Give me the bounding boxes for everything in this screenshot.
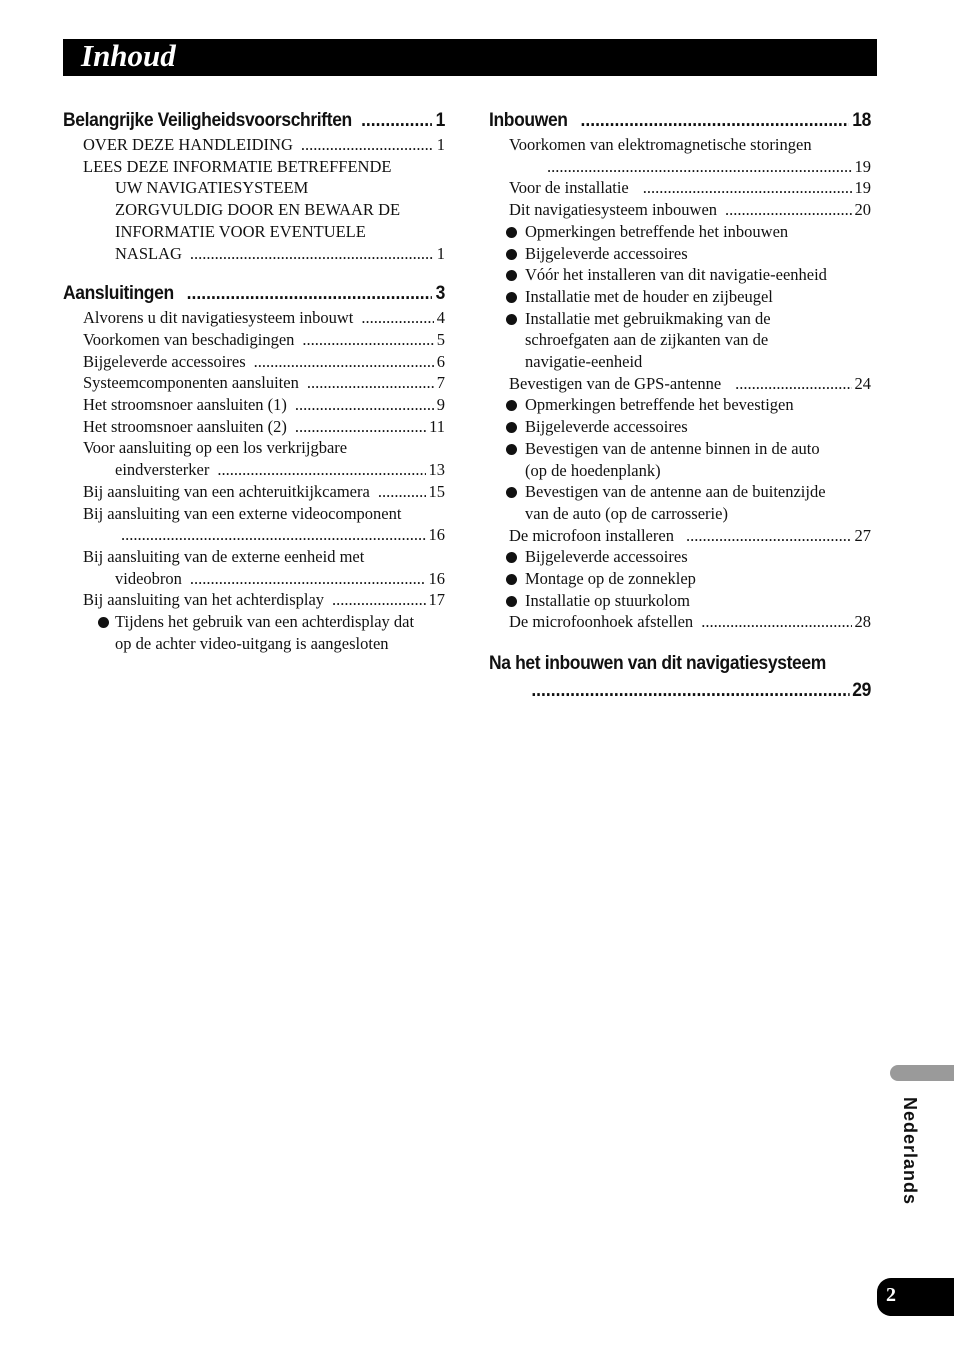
entry-text: Bijgeleverde accessoires <box>525 417 688 437</box>
section-heading-text: Aansluitingen <box>63 283 174 305</box>
bullet-icon <box>506 292 517 303</box>
bullet-icon <box>506 270 517 281</box>
entry-page: 27 <box>854 525 871 545</box>
dot-leader <box>378 481 426 503</box>
entry-page: 24 <box>854 373 871 393</box>
dot-leader <box>701 611 851 633</box>
toc-subentry[interactable] <box>489 546 871 568</box>
entry-text: Installatie met de houder en zijbeugel <box>525 286 773 306</box>
toc-entry[interactable] <box>63 416 445 438</box>
toc-entry[interactable] <box>489 525 871 547</box>
toc-subentry[interactable] <box>63 611 445 654</box>
entry-text: Bij aansluiting van de externe eenheid met <box>83 546 365 566</box>
entry-text: LEES DEZE INFORMATIE BETREFFENDE <box>83 156 392 176</box>
entry-text-cont: eindversterker <box>115 460 210 480</box>
entry-text: Installatie op stuurkolom <box>525 590 690 610</box>
entry-text: Installatie met gebruikmaking van de <box>525 308 771 328</box>
toc-right-column <box>489 108 871 721</box>
entry-text: Het stroomsnoer aansluiten (2) <box>83 416 287 436</box>
entry-page: 28 <box>854 612 871 632</box>
entry-page: 16 <box>428 568 445 588</box>
toc-subentry[interactable] <box>489 568 871 590</box>
entry-page: 15 <box>428 481 445 501</box>
entry-text: Dit navigatiesysteem inbouwen <box>509 200 718 220</box>
entry-text-cont: van de auto (op de carrosserie) <box>525 503 728 523</box>
toc-subentry[interactable] <box>489 394 871 416</box>
entry-page: 7 <box>436 373 445 393</box>
entry-page: 6 <box>436 351 445 371</box>
section-heading-page: 1 <box>435 110 446 131</box>
entry-page: 20 <box>854 200 871 220</box>
bullet-icon <box>506 487 517 498</box>
entry-text: Bij aansluiting van een externe videocomponent <box>83 503 402 523</box>
entry-text-cont: op de achter video-uitgang is aangesloten <box>115 633 389 653</box>
bullet-icon <box>506 227 517 238</box>
toc-entry[interactable] <box>63 156 445 265</box>
entry-page: 5 <box>436 329 445 349</box>
entry-text-cont: navigatie-eenheid <box>525 352 643 372</box>
bullet-icon <box>506 422 517 433</box>
language-tab-marker <box>890 1065 954 1081</box>
dot-leader <box>121 524 426 546</box>
dot-leader <box>254 351 434 373</box>
entry-page: 9 <box>436 395 445 415</box>
dot-leader <box>302 329 433 351</box>
entry-text: Bijgeleverde accessoires <box>83 351 246 371</box>
section-heading[interactable] <box>63 108 445 134</box>
toc-section <box>489 108 871 633</box>
entry-text: Voor de installatie <box>509 178 629 198</box>
dot-leader <box>547 156 852 178</box>
section-heading[interactable] <box>489 650 871 704</box>
toc-entry[interactable] <box>63 307 445 329</box>
entry-text: Opmerkingen betreffende het bevestigen <box>525 395 794 415</box>
title-bar <box>63 39 877 76</box>
toc-entry[interactable] <box>63 351 445 373</box>
toc-entry[interactable] <box>63 481 445 503</box>
dot-leader <box>725 199 851 221</box>
entry-text-cont: INFORMATIE VOOR EVENTUELE <box>115 221 366 241</box>
toc-entry[interactable] <box>63 503 445 546</box>
entry-page: 1 <box>436 243 445 263</box>
toc-entry[interactable] <box>489 199 871 221</box>
toc-section <box>63 281 445 654</box>
entry-text: Vóór het installeren van dit navigatie-eenheid <box>525 265 827 285</box>
toc-entry[interactable] <box>63 394 445 416</box>
entry-text: Opmerkingen betreffende het inbouwen <box>525 221 789 241</box>
toc-entry[interactable] <box>63 546 445 589</box>
dot-leader <box>190 568 426 590</box>
bullet-icon <box>506 249 517 260</box>
entry-text: Bevestigen van de GPS-antenne <box>509 373 722 393</box>
entry-text: De microfoon installeren <box>509 525 674 545</box>
page-number-tab <box>877 1278 954 1316</box>
dot-leader <box>735 373 851 395</box>
toc-left-column <box>63 108 445 671</box>
dot-leader <box>295 416 426 438</box>
toc-entry[interactable] <box>489 373 871 395</box>
dot-leader <box>332 589 425 611</box>
entry-text-cont: ZORGVULDIG DOOR EN BEWAAR DE <box>115 200 401 220</box>
toc-entry[interactable] <box>63 329 445 351</box>
entry-page: 19 <box>854 156 871 176</box>
section-heading-text: Inbouwen <box>489 110 568 131</box>
dot-leader <box>361 108 432 134</box>
toc-subentry[interactable] <box>489 286 871 308</box>
toc-subentry[interactable] <box>489 308 871 373</box>
entry-page: 19 <box>854 178 871 198</box>
entry-text: De microfoonhoek afstellen <box>509 612 694 632</box>
toc-subentry[interactable] <box>489 481 871 524</box>
entry-text: Systeemcomponenten aansluiten <box>83 373 299 393</box>
page-number: 2 <box>886 1284 896 1306</box>
bullet-icon <box>506 400 517 411</box>
entry-text-cont: (op de hoedenplank) <box>525 460 661 480</box>
page-title: Inhoud <box>81 38 176 73</box>
entry-text: Bevestigen van de antenne binnen in de auto <box>525 438 820 458</box>
toc-entry[interactable] <box>63 589 445 611</box>
entry-text: Montage op de zonneklep <box>525 569 696 589</box>
entry-text: Voorkomen van beschadigingen <box>83 329 295 349</box>
dot-leader <box>531 677 849 704</box>
toc-subentry[interactable] <box>489 264 871 286</box>
language-label: Nederlands <box>900 1097 920 1206</box>
section-heading-text: Belangrijke Veiligheidsvoorschriften <box>63 110 352 131</box>
toc-subentry[interactable] <box>489 243 871 265</box>
dot-leader <box>301 134 434 156</box>
dot-leader <box>643 177 852 199</box>
entry-text: Bij aansluiting van een achteruitkijkcamera <box>83 481 370 501</box>
section-heading-page: 18 <box>852 110 872 131</box>
toc-subentry[interactable] <box>489 590 871 612</box>
dot-leader <box>686 525 852 547</box>
entry-text: Bij aansluiting van het achterdisplay <box>83 590 325 610</box>
entry-page: 17 <box>428 590 445 610</box>
section-heading-page: 29 <box>852 680 872 702</box>
dot-leader <box>295 394 434 416</box>
entry-text: Voorkomen van elektromagnetische storingen <box>509 135 812 154</box>
bullet-icon <box>506 552 517 563</box>
entry-text: Het stroomsnoer aansluiten (1) <box>83 395 287 415</box>
dot-leader <box>307 372 434 394</box>
toc-entry[interactable] <box>63 372 445 394</box>
entry-text-cont: NASLAG <box>115 243 182 263</box>
bullet-icon <box>98 617 109 628</box>
entry-text-cont: schroefgaten aan de zijkanten van de <box>525 330 769 350</box>
toc-entry[interactable] <box>63 437 445 480</box>
entry-page: 11 <box>429 416 445 436</box>
entry-text: Bevestigen van de antenne aan de buitenzijde <box>525 482 826 502</box>
entry-page: 13 <box>428 460 445 480</box>
entry-text: OVER DEZE HANDLEIDING <box>83 135 293 154</box>
dot-leader <box>217 459 425 481</box>
dot-leader <box>190 243 434 265</box>
toc-subentry[interactable] <box>489 416 871 438</box>
bullet-icon <box>506 596 517 607</box>
bullet-icon <box>506 314 517 325</box>
section-heading-page: 3 <box>435 283 446 305</box>
toc-subentry[interactable] <box>489 221 871 243</box>
entry-text-cont: UW NAVIGATIESYSTEEM <box>115 178 309 198</box>
toc-entry[interactable] <box>489 134 871 177</box>
bullet-icon <box>506 444 517 455</box>
dot-leader <box>361 307 433 329</box>
section-heading-text: Na het inbouwen van dit navigatiesysteem <box>489 653 826 675</box>
section-heading[interactable] <box>63 281 445 307</box>
toc-entry[interactable] <box>63 134 445 156</box>
entry-page: 16 <box>428 525 445 545</box>
dot-leader <box>581 108 849 134</box>
toc-entry[interactable] <box>489 177 871 199</box>
toc-entry[interactable] <box>489 611 871 633</box>
entry-text: Bijgeleverde accessoires <box>525 547 688 567</box>
entry-text: Tijdens het gebruik van een achterdisplay dat <box>115 612 415 632</box>
entry-text: Alvorens u dit navigatiesysteem inbouwt <box>83 308 354 328</box>
section-heading[interactable] <box>489 108 871 134</box>
entry-text-cont: videobron <box>115 568 182 588</box>
dot-leader <box>187 281 432 307</box>
toc-section <box>63 108 445 264</box>
entry-page: 1 <box>436 135 445 154</box>
entry-page: 4 <box>436 308 445 328</box>
bullet-icon <box>506 574 517 585</box>
entry-text: Voor aansluiting op een los verkrijgbare <box>83 438 348 458</box>
toc-subentry[interactable] <box>489 438 871 481</box>
entry-text: Bijgeleverde accessoires <box>525 243 688 263</box>
